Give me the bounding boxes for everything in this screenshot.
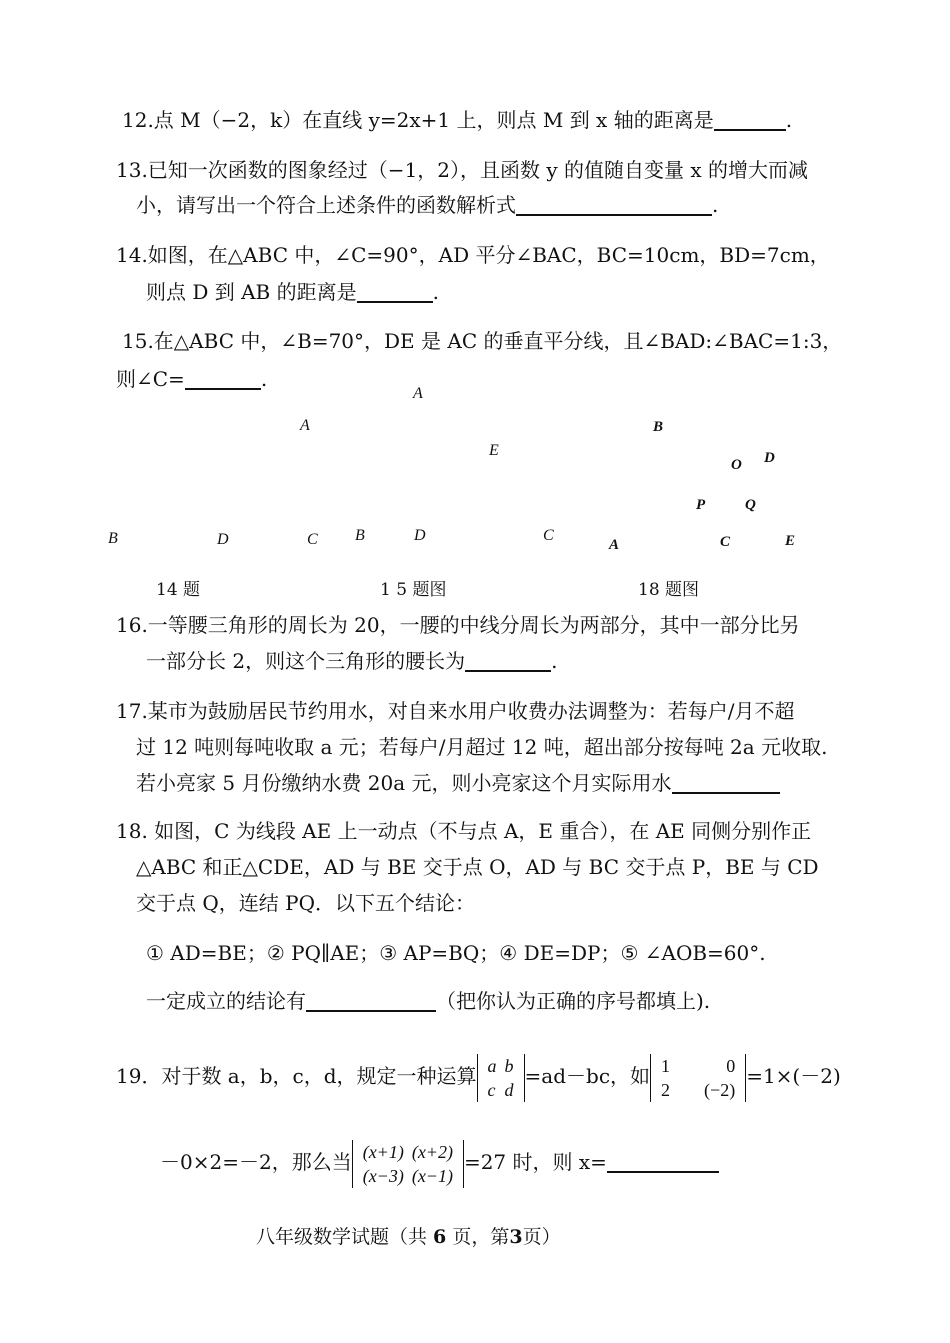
fig18-label-a: A [609, 537, 620, 553]
fig14-label-d: D [217, 531, 229, 548]
determinant-example: 1 0 2 (−2) [650, 1054, 746, 1102]
fig15-label-a: A [413, 385, 423, 402]
fig14-label-a: A [300, 417, 310, 434]
fig14-label-b: B [108, 530, 118, 547]
fig15-label-c: C [543, 527, 554, 544]
fig18-label-p: P [696, 497, 706, 513]
fig18-label-c: C [720, 534, 731, 550]
fig15-caption: 1 5 题图 [380, 580, 447, 600]
fig15-label-d: D [414, 527, 426, 544]
fig14-caption: 14 题 [156, 580, 201, 600]
fig15-label-e: E [489, 442, 499, 459]
page-footer: 八年级数学试题（共 6 页，第3页） [256, 1226, 561, 1248]
fig18-label-q: Q [745, 497, 756, 513]
fig18-label-b: B [653, 419, 664, 435]
fig14-label-c: C [307, 531, 318, 548]
fig18-caption: 18 题图 [638, 580, 700, 600]
determinant-equation: (x+1) (x+2) (x−3) (x−1) [352, 1140, 464, 1188]
fig18-label-o: O [731, 457, 742, 473]
fig18-label-d: D [764, 450, 775, 466]
fig18-label-e: E [785, 533, 796, 549]
fig15-label-b: B [355, 527, 365, 544]
question-12: 12.点 M（−2，k）在直线 y=2x+1 上，则点 M 到 x 轴的距离是 . [122, 108, 793, 132]
determinant-definition: a b c d [477, 1054, 525, 1102]
